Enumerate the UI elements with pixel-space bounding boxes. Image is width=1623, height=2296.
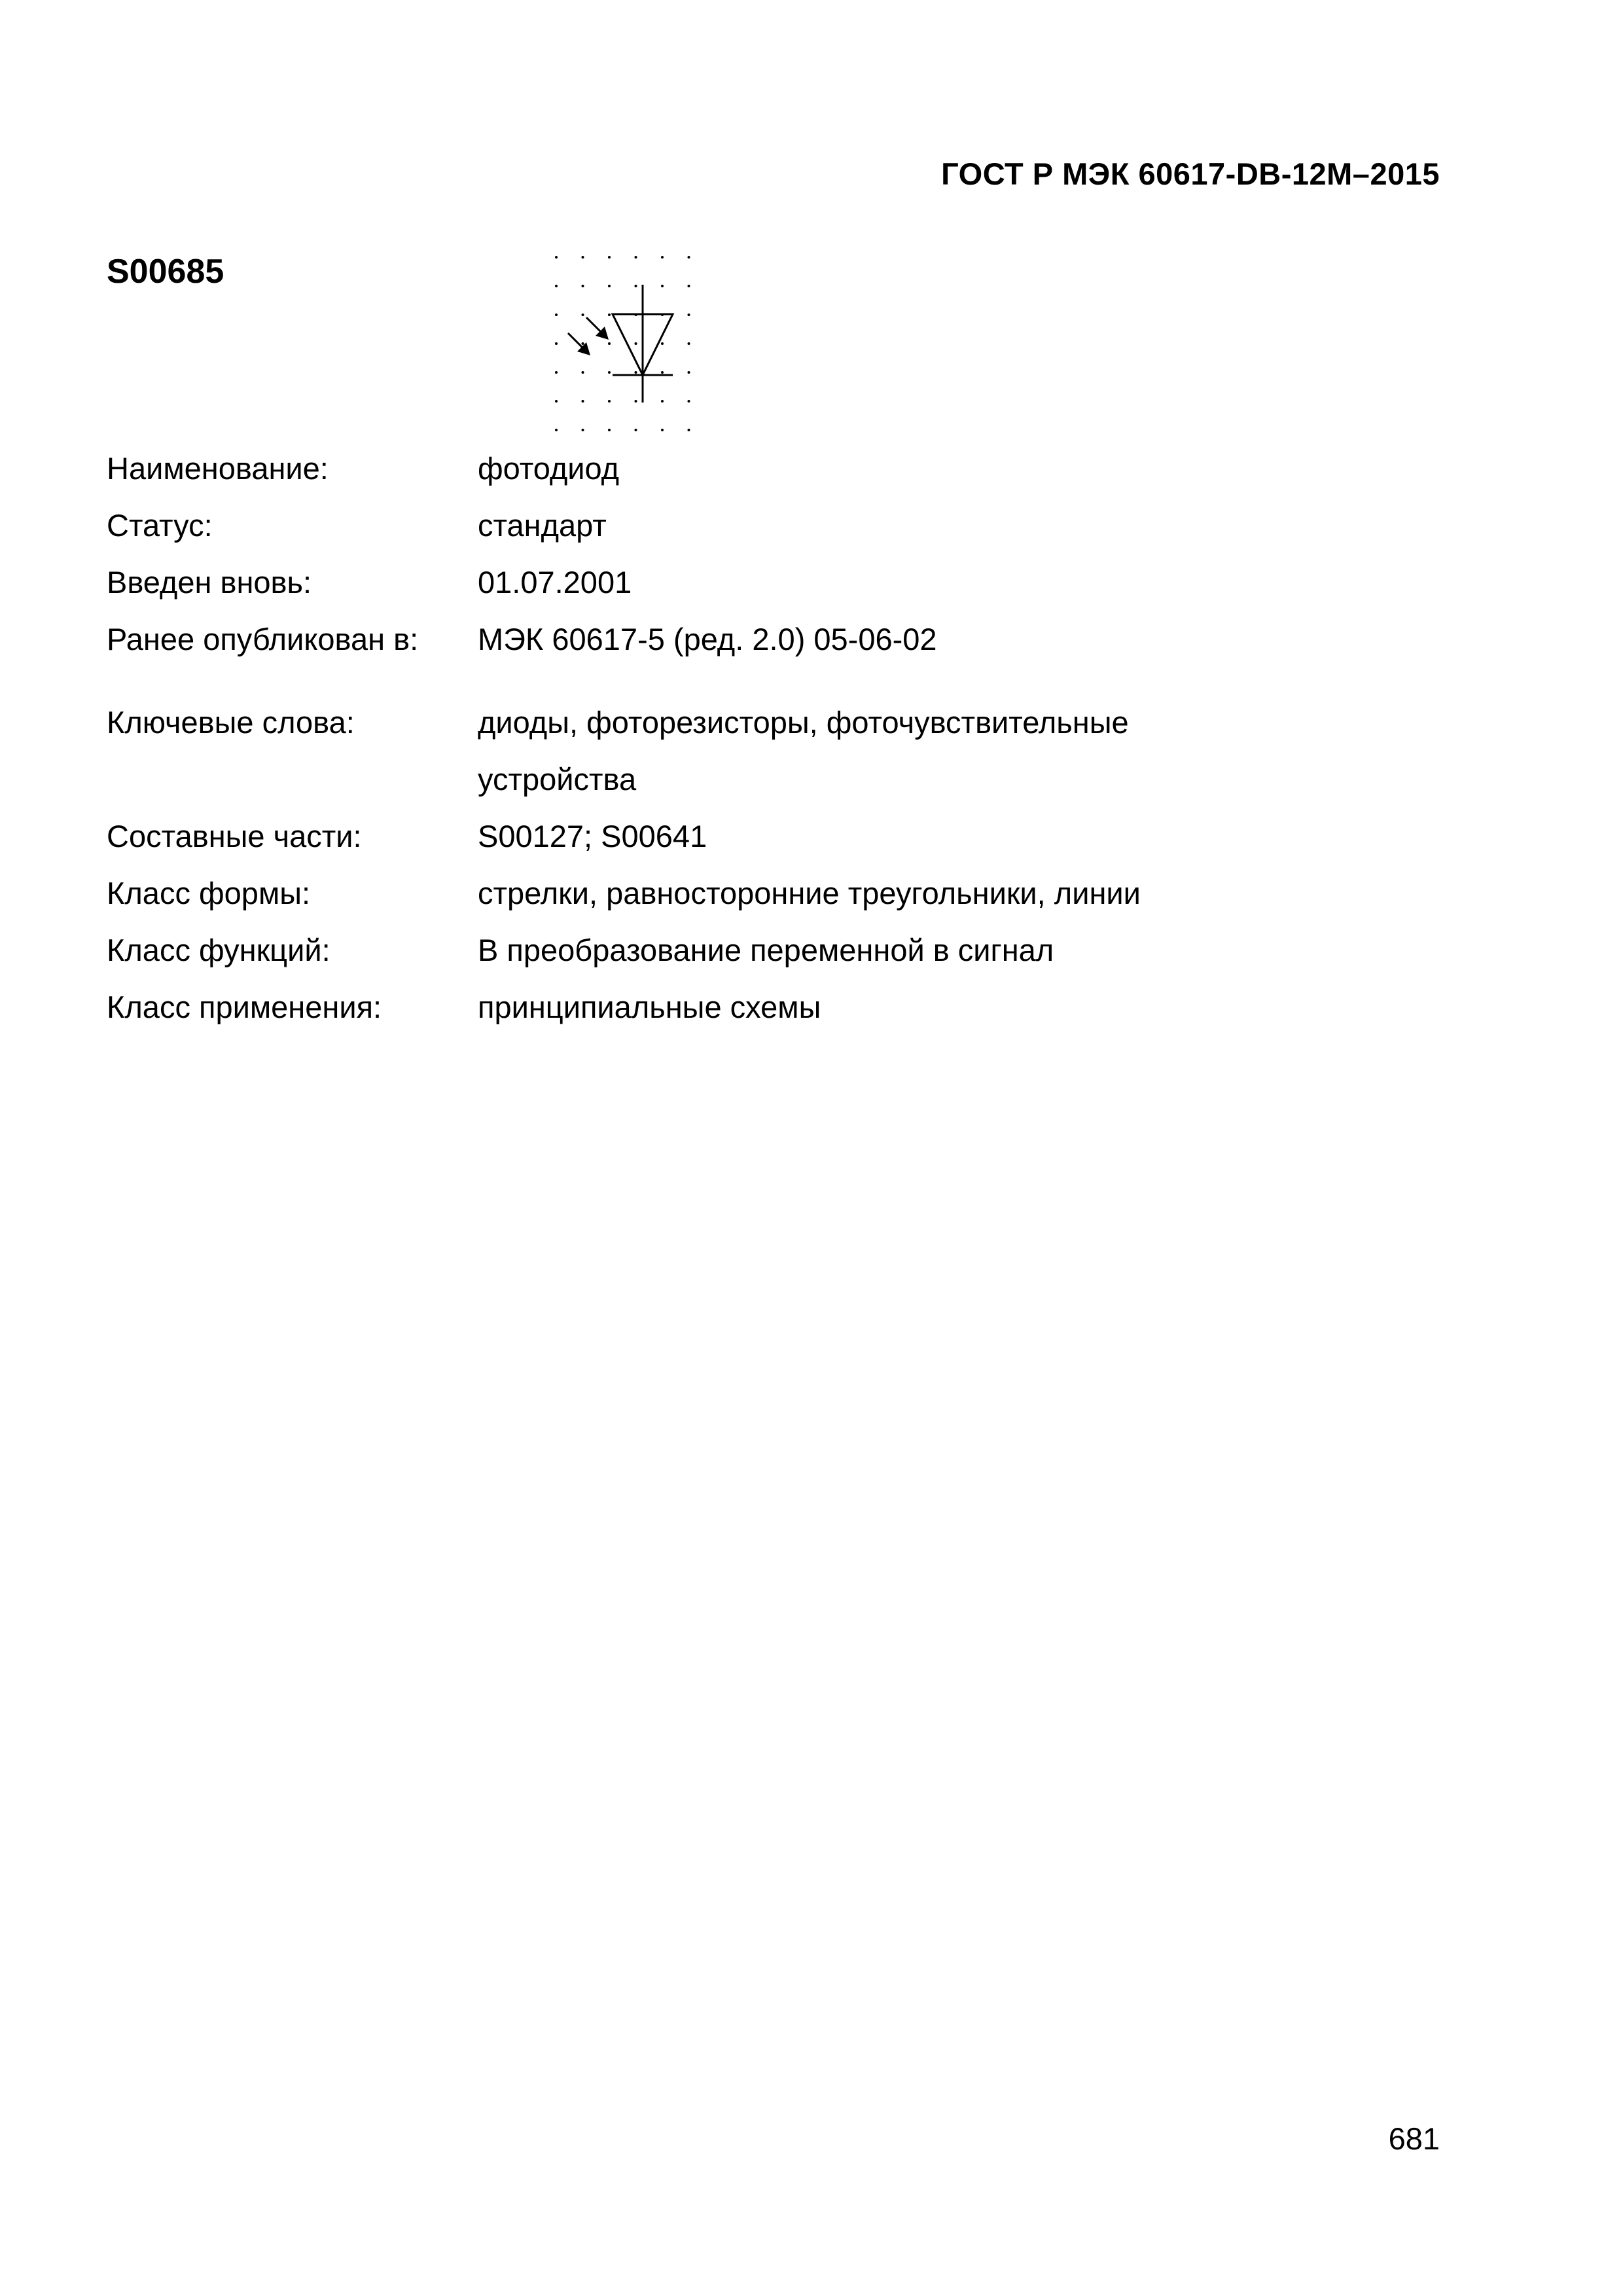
property-row-components <box>107 808 1350 865</box>
grid-dot <box>608 400 611 403</box>
property-row-keywords <box>107 694 1350 808</box>
property-table <box>107 440 1350 1035</box>
grid-dot <box>608 342 611 345</box>
property-label: Введен вновь: <box>107 565 312 600</box>
grid-dot <box>582 256 584 259</box>
property-value: фотодиод <box>478 451 620 486</box>
grid-dot <box>555 342 558 345</box>
property-value-line: диоды, фоторезисторы, фоточувствительные <box>478 705 1129 740</box>
property-row-previously-published <box>107 611 1350 668</box>
page-number: 681 <box>1388 2121 1440 2156</box>
grid-dot <box>635 342 637 345</box>
property-value-line: устройства <box>478 762 637 797</box>
property-row-name <box>107 440 1350 497</box>
grid-dot <box>688 400 690 403</box>
property-row-introduced <box>107 554 1350 611</box>
symbol-code: S00685 <box>107 253 224 291</box>
property-value: стрелки, равносторонние треугольники, линии <box>478 876 1141 910</box>
property-value: В преобразование переменной в сигнал <box>478 933 1054 967</box>
grid-dot <box>661 342 664 345</box>
property-label: Ранее опубликован в: <box>107 622 419 656</box>
grid-dot <box>688 429 690 431</box>
property-value: стандарт <box>478 508 607 543</box>
document-header-standard: ГОСТ Р МЭК 60617-DB-12M–2015 <box>941 156 1440 191</box>
grid-dot <box>688 285 690 287</box>
grid-dot <box>661 371 664 374</box>
grid-dot <box>608 314 611 316</box>
grid-dot <box>688 342 690 345</box>
property-label: Статус: <box>107 508 213 543</box>
property-value: 01.07.2001 <box>478 565 632 600</box>
grid-dot <box>608 429 611 431</box>
grid-dot <box>688 256 690 259</box>
property-label: Класс формы: <box>107 876 311 910</box>
grid-dot <box>555 371 558 374</box>
grid-dot <box>661 256 664 259</box>
light-arrow-lower <box>568 333 590 355</box>
grid-dot <box>635 400 637 403</box>
property-label: Составные части: <box>107 819 362 853</box>
light-arrow-upper <box>586 317 609 340</box>
grid-dot <box>608 371 611 374</box>
grid-dot <box>688 314 690 316</box>
property-value: S00127; S00641 <box>478 819 707 853</box>
grid-dot <box>555 256 558 259</box>
grid-dot <box>582 429 584 431</box>
grid-dot <box>661 285 664 287</box>
property-row-status <box>107 497 1350 554</box>
grid-dot <box>582 342 584 345</box>
grid-dot <box>582 285 584 287</box>
grid-dot <box>635 256 637 259</box>
grid-dot <box>555 400 558 403</box>
grid-dot <box>555 314 558 316</box>
property-label: Ключевые слова: <box>107 705 355 740</box>
property-value <box>478 694 1129 808</box>
grid-dot <box>635 285 637 287</box>
grid-dot <box>555 285 558 287</box>
grid-dot <box>555 429 558 431</box>
property-value: МЭК 60617-5 (ред. 2.0) 05-06-02 <box>478 622 937 656</box>
property-row-application-class <box>107 978 1350 1035</box>
photodiode-symbol-drawing <box>543 245 713 442</box>
grid-dot <box>661 429 664 431</box>
grid-dot <box>688 371 690 374</box>
grid-dot <box>582 314 584 316</box>
grid-dot <box>608 256 611 259</box>
grid-dot <box>582 371 584 374</box>
property-label: Наименование: <box>107 451 329 486</box>
grid-dot <box>661 400 664 403</box>
property-label: Класс функций: <box>107 933 330 967</box>
grid-dot <box>582 400 584 403</box>
property-row-shape-class <box>107 865 1350 922</box>
property-label: Класс применения: <box>107 990 382 1024</box>
property-row-function-class <box>107 922 1350 978</box>
photodiode-symbol-icon <box>543 245 713 442</box>
grid-dot <box>635 429 637 431</box>
grid-dot <box>608 285 611 287</box>
property-value: принципиальные схемы <box>478 990 821 1024</box>
grid-dot <box>635 371 637 374</box>
